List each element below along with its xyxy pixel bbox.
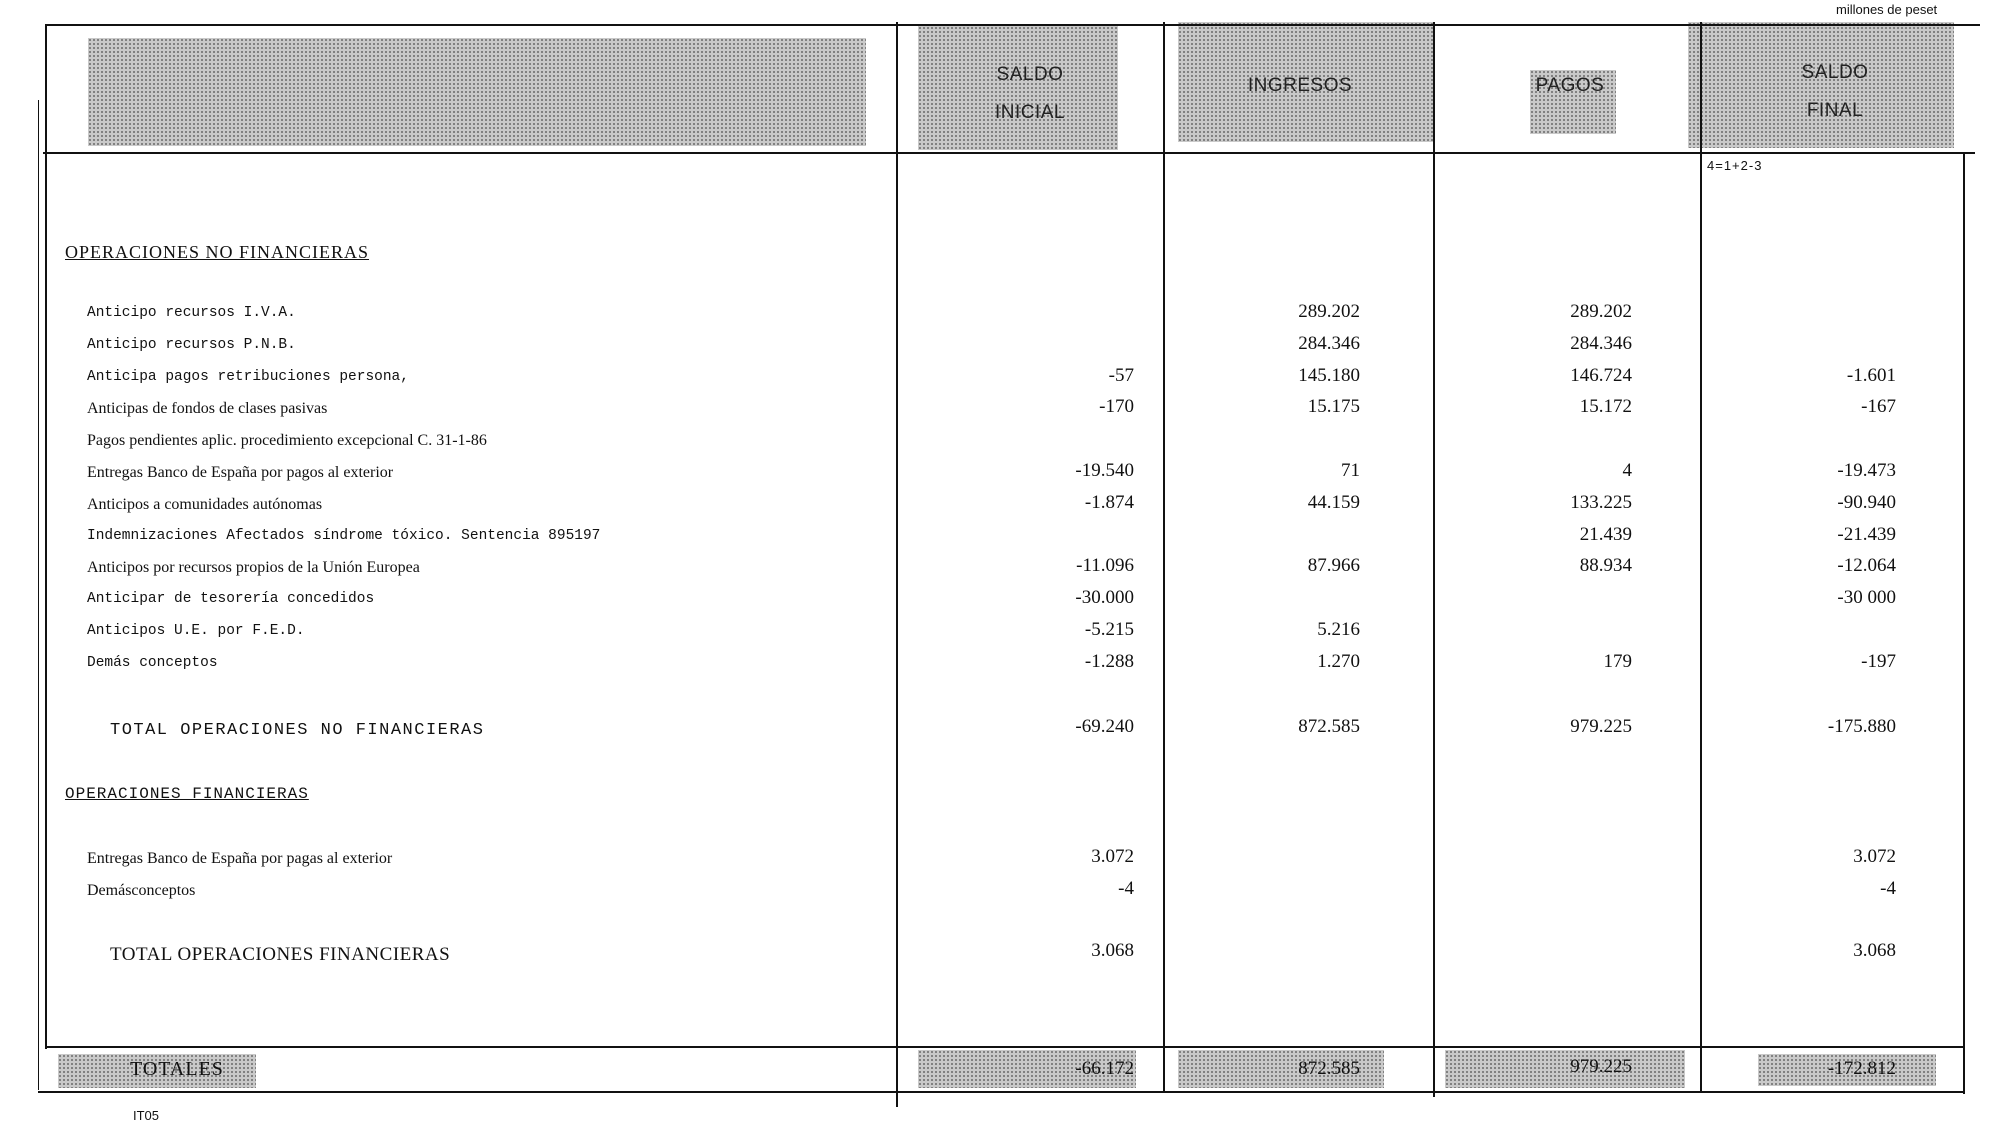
section-title-financieras: OPERACIONES FINANCIERAS [65, 785, 309, 803]
row-label: Anticipo recursos I.V.A. [87, 305, 296, 321]
col-pagos-header: PAGOS [1535, 75, 1605, 96]
col-divider-4 [1700, 22, 1702, 1092]
col-saldo-inicial-header: SALDO INICIAL [994, 64, 1066, 123]
row-value-pagos: 21.439 [1579, 523, 1632, 545]
row-value-final: -12.064 [1837, 555, 1896, 577]
row-value-ingresos: 289.202 [1298, 301, 1360, 322]
row-label: Anticipo recursos P.N.B. [87, 336, 296, 353]
total-nf-final: -175.880 [1827, 716, 1896, 737]
header-label-block [88, 38, 866, 146]
col-ingresos-header: INGRESOS [1247, 75, 1353, 96]
row-value-inicial: -57 [1108, 364, 1134, 386]
row-value-inicial: -1.288 [1084, 650, 1134, 672]
row-value-inicial: -19.540 [1075, 460, 1134, 481]
row-value-pagos: 133.225 [1570, 491, 1632, 513]
row-value-pagos: 179 [1603, 650, 1632, 672]
total-no-financieras-label: TOTAL OPERACIONES NO FINANCIERAS [110, 721, 485, 740]
totals-top-border [45, 1046, 1965, 1048]
row-value-final: -167 [1861, 396, 1896, 418]
row-label: Anticipos U.E. por F.E.D. [87, 623, 305, 639]
totales-pagos: 979.225 [1570, 1056, 1632, 1077]
row-value-pagos: 4 [1622, 460, 1632, 481]
total-nf-inicial: -69.240 [1075, 716, 1134, 737]
row-label: Anticipa pagos retribuciones persona, [87, 368, 409, 385]
row-value-final: -19.473 [1837, 460, 1896, 481]
row-value-ingresos: 284.346 [1298, 332, 1360, 354]
total-financieras-label: TOTAL OPERACIONES FINANCIERAS [110, 944, 451, 965]
totales-ingresos: 872.585 [1298, 1058, 1360, 1079]
row-label: Demás conceptos [87, 654, 218, 671]
row-label: Anticipos por recursos propios de la Unión Europea [87, 559, 420, 577]
row-value-ingresos: 5.216 [1317, 619, 1360, 640]
footer-code: IT05 [133, 1108, 160, 1123]
row-label: Anticipas de fondos de clases pasivas [87, 400, 328, 418]
row-label: Pagos pendientes aplic. procedimiento excepcional C. 31-1-86 [87, 432, 487, 450]
total-nf-ingresos: 872.585 [1298, 716, 1360, 737]
right-outer-border [1963, 152, 1965, 1094]
total-f-final: 3.068 [1853, 940, 1896, 961]
header-bottom-border [43, 152, 1975, 154]
totals-bottom-border [38, 1091, 1965, 1093]
row-value-final: -90.940 [1837, 491, 1896, 513]
row-value-ingresos: 71 [1341, 460, 1360, 481]
col-divider-2 [1163, 22, 1165, 1092]
row-label: Indemnizaciones Afectados síndrome tóxico. Sentencia 895197 [87, 527, 601, 544]
row-value-ingresos: 87.966 [1307, 555, 1360, 577]
row-label: Anticipos a comunidades autónomas [87, 495, 323, 513]
row-value-inicial: -1.874 [1084, 491, 1134, 513]
row-value-pagos: 284.346 [1570, 332, 1632, 354]
row-value-inicial: 3.072 [1091, 846, 1134, 867]
row-value-inicial: -30.000 [1075, 587, 1134, 609]
left-outer-border [45, 24, 47, 1049]
row-value-pagos: 15.172 [1579, 396, 1632, 418]
outer-left-tick [38, 100, 39, 1090]
unit-note: millones de peset [1836, 2, 1938, 17]
row-label: Anticipar de tesorería concedidos [87, 591, 375, 608]
row-value-final: -4 [1880, 877, 1896, 899]
row-label: Entregas Banco de España por pagos al exterior [87, 464, 394, 481]
totales-final: -172.812 [1827, 1058, 1896, 1079]
col-divider-1 [896, 22, 898, 1107]
row-label: Demásconceptos [87, 881, 196, 899]
row-value-ingresos: 1.270 [1317, 650, 1360, 672]
row-value-ingresos: 145.180 [1298, 364, 1360, 386]
formula-note: 4=1+2-3 [1707, 158, 1763, 173]
row-value-inicial: -11.096 [1076, 555, 1134, 577]
row-value-inicial: -170 [1099, 396, 1134, 418]
row-value-inicial: -4 [1118, 877, 1134, 899]
row-value-ingresos: 15.175 [1307, 396, 1360, 418]
col-divider-3 [1433, 22, 1435, 1097]
row-value-final: -21.439 [1837, 523, 1896, 545]
col-saldo-final-header: SALDO FINAL [1801, 62, 1869, 121]
row-value-final: -1.601 [1846, 364, 1896, 386]
table-top-border [45, 24, 1980, 26]
row-value-ingresos: 44.159 [1307, 491, 1360, 513]
total-f-inicial: 3.068 [1091, 940, 1134, 961]
row-value-inicial: -5.215 [1084, 619, 1134, 640]
row-value-pagos: 88.934 [1579, 555, 1632, 577]
row-value-final: 3.072 [1853, 846, 1896, 867]
row-value-pagos: 289.202 [1570, 301, 1632, 322]
totales-label: TOTALES [130, 1058, 224, 1080]
row-value-final: -30 000 [1837, 587, 1896, 609]
row-label: Entregas Banco de España por pagas al exterior [87, 850, 393, 867]
totales-inicial: -66.172 [1075, 1058, 1134, 1079]
row-value-final: -197 [1861, 650, 1896, 672]
section-title-no-financieras: OPERACIONES NO FINANCIERAS [65, 242, 370, 262]
row-value-pagos: 146.724 [1570, 364, 1632, 386]
total-nf-pagos: 979.225 [1570, 716, 1632, 737]
